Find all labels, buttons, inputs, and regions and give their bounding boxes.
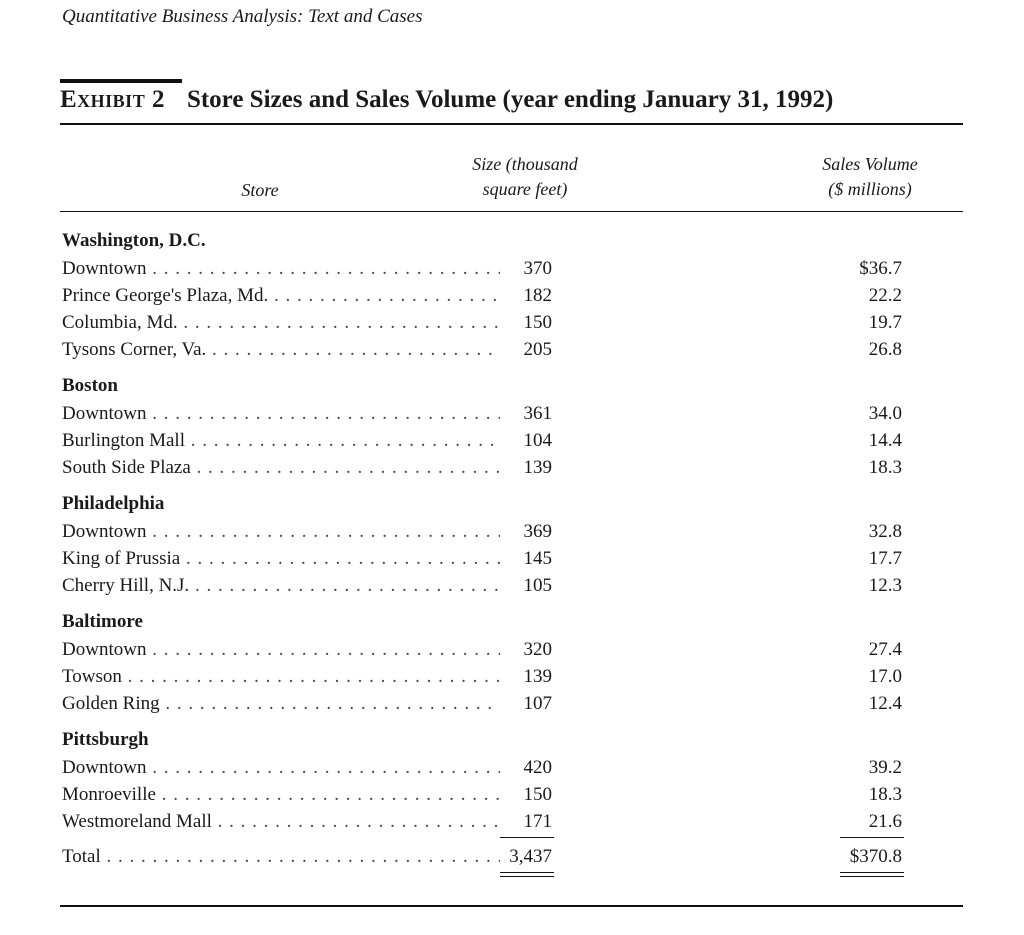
store-sales: 39.2 — [868, 757, 902, 778]
store-name: Towson . . . — [62, 663, 500, 690]
store-size: 139 — [523, 666, 552, 687]
store-size: 105 — [523, 575, 552, 596]
store-sales: 32.8 — [868, 521, 902, 542]
column-header-size — [430, 152, 620, 202]
bottom-rule — [60, 905, 963, 907]
table-row — [62, 808, 962, 835]
column-header-store — [200, 178, 320, 203]
header-rule — [60, 211, 963, 212]
city-group — [62, 371, 962, 481]
store-name: Columbia, Md. . . . — [62, 309, 500, 336]
table-row — [62, 781, 962, 808]
city-group — [62, 725, 962, 835]
table-row — [62, 663, 962, 690]
store-sales: 34.0 — [868, 403, 902, 424]
table-row — [62, 518, 962, 545]
table-row — [62, 636, 962, 663]
store-table — [62, 226, 962, 835]
exhibit-title: Store Sizes and Sales Volume (year ending January 31, 1992) — [186, 86, 834, 113]
city-name: Baltimore — [62, 611, 143, 632]
store-size: 107 — [523, 693, 552, 714]
store-name: Downtown . . . — [62, 255, 500, 282]
store-sales: 26.8 — [868, 339, 902, 360]
table-row — [62, 690, 962, 717]
store-sales: 21.6 — [868, 811, 902, 832]
sales-total-double-rule-2 — [840, 876, 904, 877]
sales-total-double-rule-1 — [840, 872, 904, 873]
top-rule — [60, 123, 963, 125]
store-size: 171 — [523, 811, 552, 832]
city-name: Pittsburgh — [62, 729, 149, 750]
city-group — [62, 226, 962, 363]
store-sales: 27.4 — [868, 639, 902, 660]
total-size: 3,437 — [509, 846, 552, 867]
store-sales: 22.2 — [868, 285, 902, 306]
store-name: Cherry Hill, N.J. . . . — [62, 572, 500, 599]
store-sales: 17.7 — [868, 548, 902, 569]
column-header-size-line2: square feet) — [482, 179, 568, 199]
table-row — [62, 454, 962, 481]
store-size: 420 — [523, 757, 552, 778]
store-name: Monroeville . . . — [62, 781, 500, 808]
store-sales: 17.0 — [868, 666, 902, 687]
store-name: Downtown . . . — [62, 754, 500, 781]
store-sales: 12.4 — [868, 693, 902, 714]
store-sales: 18.3 — [868, 457, 902, 478]
table-row — [62, 255, 962, 282]
size-total-double-rule-2 — [500, 876, 554, 877]
store-size: 182 — [523, 285, 552, 306]
sales-subtotal-rule — [840, 837, 904, 838]
exhibit-heading — [60, 86, 833, 114]
store-size: 205 — [523, 339, 552, 360]
store-size: 320 — [523, 639, 552, 660]
store-size: 370 — [523, 258, 552, 279]
column-header-store-label: Store — [241, 180, 279, 200]
city-name: Philadelphia — [62, 493, 165, 514]
store-name: Downtown . . . — [62, 518, 500, 545]
store-name: South Side Plaza . . . — [62, 454, 500, 481]
store-sales: $36.7 — [859, 258, 902, 279]
total-sales: $370.8 — [849, 846, 902, 867]
running-head: Quantitative Business Analysis: Text and Cases — [62, 6, 423, 27]
column-header-size-line1: Size (thousand — [472, 154, 578, 174]
column-header-sales-line2: ($ millions) — [828, 179, 912, 199]
store-size: 104 — [523, 430, 552, 451]
store-name: Downtown . . . — [62, 636, 500, 663]
total-label: Total . . . — [62, 843, 500, 870]
store-size: 150 — [523, 312, 552, 333]
store-sales: 14.4 — [868, 430, 902, 451]
exhibit-label: Exhibit 2 — [60, 86, 165, 113]
total-row — [62, 843, 962, 870]
store-sales: 12.3 — [868, 575, 902, 596]
store-name: Golden Ring . . . — [62, 690, 500, 717]
city-name: Boston — [62, 375, 118, 396]
table-row — [62, 400, 962, 427]
city-group — [62, 489, 962, 599]
column-header-sales — [780, 152, 960, 202]
store-name: Prince George's Plaza, Md. . . . — [62, 282, 500, 309]
store-name: Tysons Corner, Va. . . . — [62, 336, 500, 363]
store-name: Westmoreland Mall . . . — [62, 808, 500, 835]
store-size: 139 — [523, 457, 552, 478]
store-sales: 18.3 — [868, 784, 902, 805]
city-group — [62, 607, 962, 717]
size-total-double-rule-1 — [500, 872, 554, 873]
store-name: Burlington Mall . . . — [62, 427, 500, 454]
store-sales: 19.7 — [868, 312, 902, 333]
store-size: 361 — [523, 403, 552, 424]
column-header-sales-line1: Sales Volume — [822, 154, 918, 174]
table-row — [62, 754, 962, 781]
table-row — [62, 336, 962, 363]
size-subtotal-rule — [500, 837, 554, 838]
store-size: 150 — [523, 784, 552, 805]
exhibit-accent-bar — [60, 79, 182, 83]
store-name: King of Prussia . . . — [62, 545, 500, 572]
table-row — [62, 427, 962, 454]
table-row — [62, 282, 962, 309]
store-size: 369 — [523, 521, 552, 542]
store-name: Downtown . . . — [62, 400, 500, 427]
store-size: 145 — [523, 548, 552, 569]
city-name: Washington, D.C. — [62, 230, 206, 251]
table-row — [62, 572, 962, 599]
table-row — [62, 309, 962, 336]
table-row — [62, 545, 962, 572]
